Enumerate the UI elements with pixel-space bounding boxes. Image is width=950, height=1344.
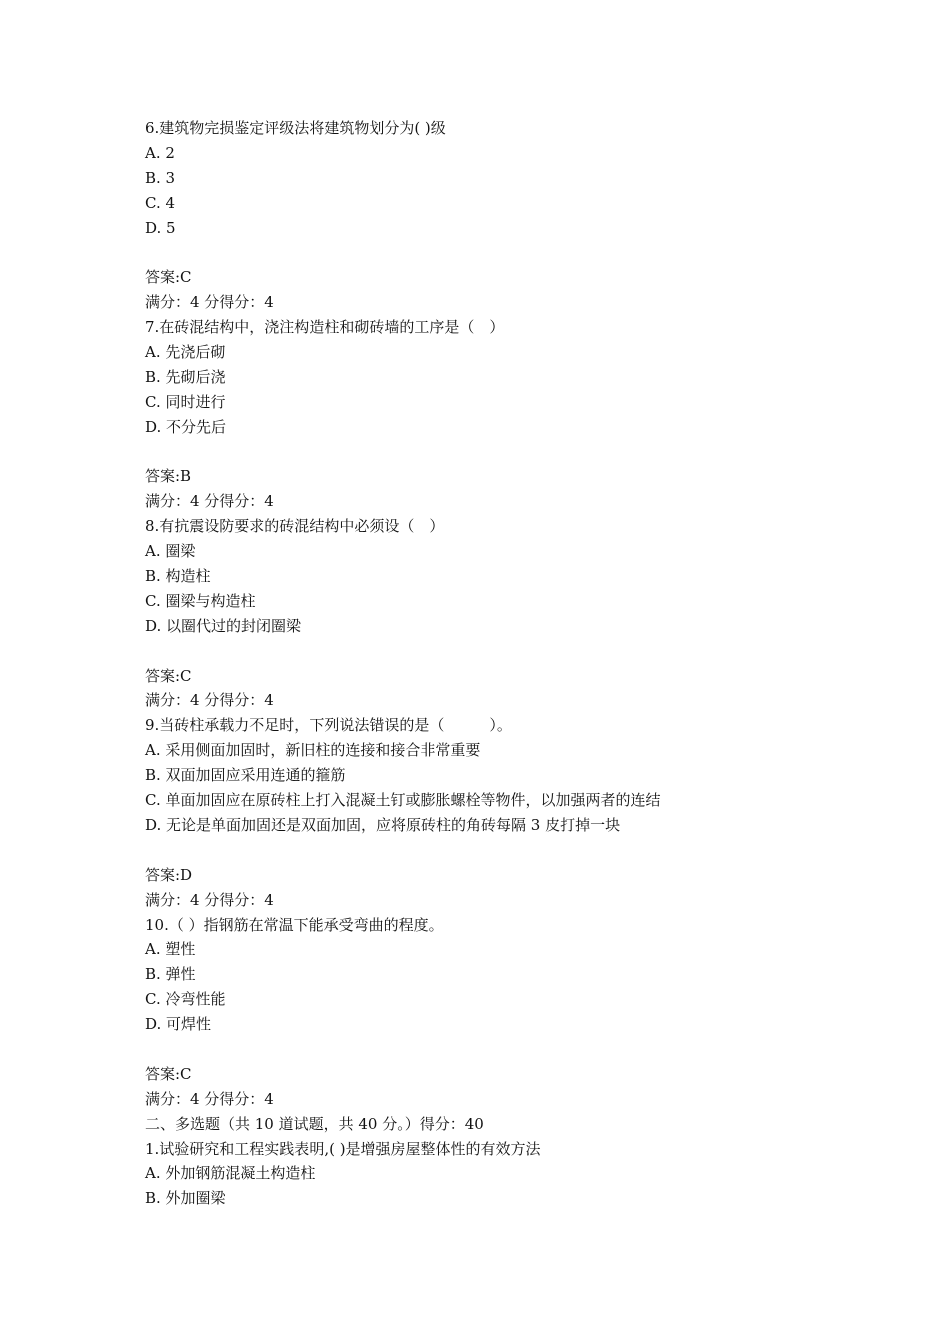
question-10-option-c: C. 冷弯性能 — [145, 990, 226, 1009]
question-9-option-b: B. 双面加固应采用连通的箍筋 — [145, 766, 346, 785]
question-8-option-c: C. 圈梁与构造柱 — [145, 591, 256, 610]
question-6-stem: 6.建筑物完损鉴定评级法将建筑物划分为( )级 — [145, 119, 446, 137]
question-6-option-d: D. 5 — [145, 218, 176, 237]
question-6-option-a: A. 2 — [145, 143, 175, 162]
question-8-stem: 8.有抗震设防要求的砖混结构中必须设（ ） — [145, 517, 445, 536]
question-8-option-b: B. 构造柱 — [145, 567, 211, 586]
question-7-answer: 答案:B — [145, 467, 192, 486]
question-9-option-a: A. 采用侧面加固时，新旧柱的连接和接合非常重要 — [145, 741, 481, 760]
question-6-answer: 答案:C — [145, 268, 192, 287]
question-7-stem: 7.在砖混结构中，浇注构造柱和砌砖墙的工序是（ ） — [145, 318, 505, 337]
question-9-option-d: D. 无论是单面加固还是双面加固，应将原砖柱的角砖每隔 3 皮打掉一块 — [145, 815, 621, 834]
blank-line — [145, 440, 845, 465]
question-8-score: 满分：4 分得分：4 — [145, 691, 274, 710]
question-7-option-d: D. 不分先后 — [145, 417, 227, 436]
question-10-stem: 10.（ ）指钢筋在常温下能承受弯曲的程度。 — [145, 915, 444, 934]
question-6-option-c: C. 4 — [145, 193, 176, 212]
question-7-score: 满分：4 分得分：4 — [145, 492, 274, 511]
question-10-option-b: B. 弹性 — [145, 965, 196, 984]
question-8-option-d: D. 以圈代过的封闭圈梁 — [145, 616, 302, 635]
question-8-answer: 答案:C — [145, 666, 192, 685]
question-9-answer: 答案:D — [145, 865, 193, 884]
multi-question-1-stem: 1.试验研究和工程实践表明,( )是增强房屋整体性的有效方法 — [145, 1139, 541, 1158]
question-7-option-c: C. 同时进行 — [145, 392, 226, 411]
question-6-option-b: B. 3 — [145, 168, 176, 187]
question-9-option-c: C. 单面加固应在原砖柱上打入混凝土钉或膨胀螺栓等物件，以加强两者的连结 — [145, 791, 661, 810]
question-10-option-a: A. 塑性 — [145, 940, 196, 959]
blank-line — [145, 1037, 845, 1062]
section-heading-multiple-choice: 二、多选题（共 10 道试题，共 40 分。）得分：40 — [145, 1114, 484, 1133]
blank-line — [145, 639, 845, 664]
document-page — [145, 116, 845, 1211]
question-6-score: 满分：4 分得分：4 — [145, 293, 274, 312]
question-10-score: 满分：4 分得分：4 — [145, 1089, 274, 1108]
multi-question-1-option-a: A. 外加钢筋混凝土构造柱 — [145, 1164, 316, 1183]
question-8-option-a: A. 圈梁 — [145, 542, 196, 561]
question-9-stem: 9.当砖柱承载力不足时，下列说法错误的是（ ）。 — [145, 716, 512, 735]
question-7-option-a: A. 先浇后砌 — [145, 343, 226, 362]
multi-question-1-option-b: B. 外加圈梁 — [145, 1189, 226, 1208]
blank-line — [145, 838, 845, 863]
question-7-option-b: B. 先砌后浇 — [145, 367, 226, 386]
question-10-answer: 答案:C — [145, 1064, 192, 1083]
blank-line — [145, 240, 845, 265]
question-9-score: 满分：4 分得分：4 — [145, 890, 274, 909]
question-10-option-d: D. 可焊性 — [145, 1015, 212, 1034]
